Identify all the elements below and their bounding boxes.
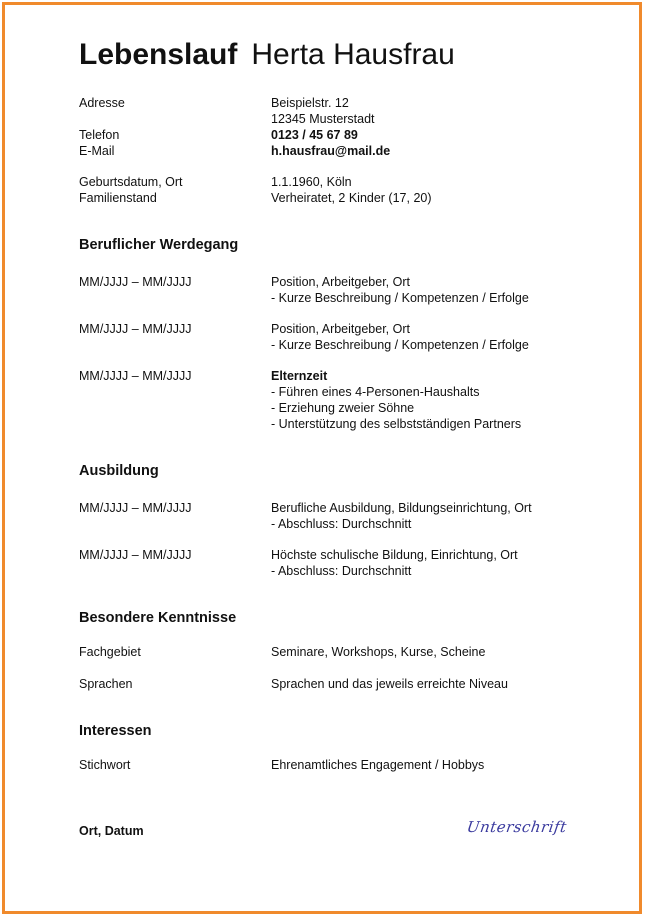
address-line2: 12345 Musterstadt [271, 112, 375, 126]
career-detail: - Kurze Beschreibung / Kompetenzen / Erfolge [271, 338, 529, 352]
address-label: Adresse [79, 96, 125, 110]
email-label: E-Mail [79, 144, 115, 158]
education-detail: - Abschluss: Durchschnitt [271, 517, 412, 531]
email-value: h.hausfrau@mail.de [271, 144, 391, 158]
career-date: MM/JJJJ – MM/JJJJ [79, 369, 192, 383]
career-detail: - Führen eines 4-Personen-Haushalts [271, 385, 480, 399]
skills-label: Fachgebiet [79, 645, 141, 659]
skills-label: Sprachen [79, 677, 133, 691]
section-heading-skills: Besondere Kenntnisse [79, 610, 237, 626]
education-title: Höchste schulische Bildung, Einrichtung, Ort [271, 548, 518, 562]
career-date: MM/JJJJ – MM/JJJJ [79, 322, 192, 336]
career-title: Position, Arbeitgeber, Ort [271, 275, 410, 289]
interests-label: Stichwort [79, 758, 131, 772]
education-detail: - Abschluss: Durchschnitt [271, 564, 412, 578]
signature: Unterschrift [465, 818, 568, 836]
section-heading-career: Beruflicher Werdegang [79, 237, 239, 253]
phone-label: Telefon [79, 128, 120, 142]
phone-value: 0123 / 45 67 89 [271, 128, 358, 142]
cv-page [2, 2, 642, 914]
birth-label: Geburtsdatum, Ort [79, 175, 183, 189]
place-date-label: Ort, Datum [79, 824, 144, 838]
career-date: MM/JJJJ – MM/JJJJ [79, 275, 192, 289]
career-title: Position, Arbeitgeber, Ort [271, 322, 410, 336]
title-name: Herta Hausfrau [251, 38, 455, 71]
skills-value: Seminare, Workshops, Kurse, Scheine [271, 645, 486, 659]
career-title: Elternzeit [271, 369, 328, 383]
career-detail: - Unterstützung des selbstständigen Partners [271, 417, 522, 431]
education-title: Berufliche Ausbildung, Bildungseinrichtung, Ort [271, 501, 532, 515]
education-date: MM/JJJJ – MM/JJJJ [79, 501, 192, 515]
section-heading-interests: Interessen [79, 723, 152, 739]
address-line1: Beispielstr. 12 [271, 96, 349, 110]
family-label: Familienstand [79, 191, 157, 205]
birth-value: 1.1.1960, Köln [271, 175, 352, 189]
family-value: Verheiratet, 2 Kinder (17, 20) [271, 191, 432, 205]
title-label: Lebenslauf [79, 38, 238, 71]
page-title [79, 37, 455, 73]
skills-value: Sprachen und das jeweils erreichte Niveau [271, 677, 508, 691]
education-date: MM/JJJJ – MM/JJJJ [79, 548, 192, 562]
section-heading-education: Ausbildung [79, 463, 159, 479]
career-detail: - Kurze Beschreibung / Kompetenzen / Erfolge [271, 291, 529, 305]
interests-value: Ehrenamtliches Engagement / Hobbys [271, 758, 485, 772]
career-detail: - Erziehung zweier Söhne [271, 401, 415, 415]
